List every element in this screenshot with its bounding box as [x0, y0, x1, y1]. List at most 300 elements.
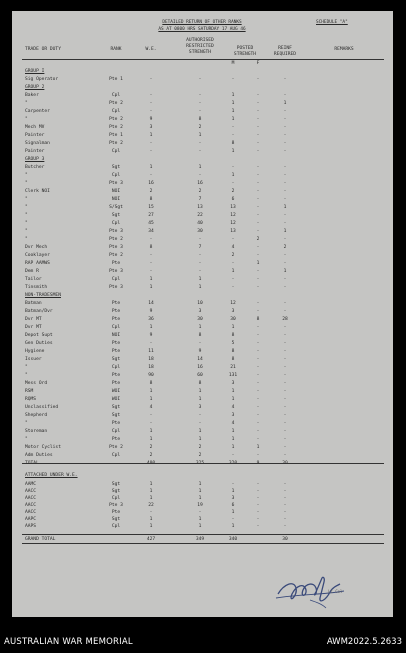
- header-rule: [22, 59, 384, 60]
- posted-m-cell: 1: [231, 325, 235, 330]
- reqd-cell: -: [283, 197, 287, 202]
- grand-total-rule-top: [22, 534, 384, 535]
- posted-f-cell: 8: [256, 317, 260, 322]
- reqd-cell: 1: [283, 101, 287, 106]
- rank-cell: Sgt: [111, 482, 121, 487]
- posted-f-cell: -: [256, 93, 260, 98]
- document-page: [12, 11, 393, 617]
- posted-m-cell: 1: [231, 149, 235, 154]
- posted-f-cell: -: [256, 453, 260, 458]
- posted-f-cell: -: [256, 125, 260, 130]
- rank-cell: NOI: [111, 189, 121, 194]
- we-cell: 90: [148, 373, 154, 378]
- posted-m-cell: -: [231, 125, 235, 130]
- posted-m-cell: 6: [231, 197, 235, 202]
- we-cell: 1: [149, 482, 153, 487]
- posted-m-cell: 1: [231, 397, 235, 402]
- rank-cell: Pte 2: [109, 253, 123, 258]
- auth-cell: -: [198, 269, 202, 274]
- trade-cell: Dem R: [25, 269, 39, 274]
- trade-cell: AAPC: [25, 517, 37, 522]
- trade-cell: Adm Duties: [25, 453, 53, 458]
- reqd-cell: -: [283, 421, 287, 426]
- auth-cell: 1: [198, 437, 202, 442]
- trade-cell: Painter: [25, 149, 45, 154]
- reqd-cell: -: [283, 141, 287, 146]
- header-posted-1: POSTED: [236, 46, 254, 51]
- reqd-cell: -: [283, 301, 287, 306]
- we-cell: 1: [149, 429, 153, 434]
- reqd-cell: 30: [282, 461, 288, 466]
- posted-f-cell: 2: [256, 237, 260, 242]
- posted-f-cell: -: [256, 413, 260, 418]
- auth-cell: -: [198, 237, 202, 242]
- posted-f-cell: -: [256, 141, 260, 146]
- posted-f-cell: -: [256, 517, 260, 522]
- reqd-cell: -: [283, 517, 287, 522]
- reqd-cell: -: [283, 285, 287, 290]
- posted-f-cell: -: [256, 397, 260, 402]
- we-cell: 1: [149, 489, 153, 494]
- auth-cell: 2: [198, 125, 202, 130]
- auth-cell: 22: [197, 213, 203, 218]
- auth-cell: 1: [198, 482, 202, 487]
- posted-f-cell: -: [256, 197, 260, 202]
- trade-cell: Gen Duties: [25, 341, 53, 346]
- auth-cell: 1: [198, 133, 202, 138]
- posted-f-cell: -: [256, 437, 260, 442]
- we-cell: -: [149, 253, 153, 258]
- we-cell: 1: [149, 437, 153, 442]
- grand-total-auth: 349: [195, 537, 205, 542]
- auth-cell: 8: [198, 333, 202, 338]
- reqd-cell: -: [283, 173, 287, 178]
- trade-cell: Tinsmith: [25, 285, 48, 290]
- auth-cell: 14: [197, 357, 203, 362]
- reqd-cell: -: [283, 125, 287, 130]
- posted-f-cell: -: [256, 496, 260, 501]
- posted-m-cell: -: [231, 453, 235, 458]
- reqd-cell: -: [283, 503, 287, 508]
- reqd-cell: -: [283, 453, 287, 458]
- reqd-cell: -: [283, 413, 287, 418]
- section-heading: GROUP 2: [25, 85, 45, 90]
- auth-cell: 1: [198, 397, 202, 402]
- rank-cell: Sgt: [111, 489, 121, 494]
- header-trade: TRADE OR DUTY: [25, 47, 61, 52]
- rank-cell: Pte: [111, 261, 121, 266]
- posted-f-cell: -: [256, 117, 260, 122]
- posted-m-cell: -: [231, 482, 235, 487]
- posted-m-cell: 13: [230, 205, 236, 210]
- rank-cell: Cpl: [111, 524, 121, 529]
- trade-cell: Mech MV: [25, 125, 45, 130]
- trade-cell: ": [25, 229, 28, 234]
- reqd-cell: -: [283, 77, 287, 82]
- we-cell: -: [149, 101, 153, 106]
- reqd-cell: -: [283, 237, 287, 242]
- posted-f-cell: -: [256, 405, 260, 410]
- posted-f-cell: -: [256, 309, 260, 314]
- rank-cell: NOI: [111, 197, 121, 202]
- rank-cell: Pte 2: [109, 237, 123, 242]
- we-cell: -: [149, 269, 153, 274]
- trade-cell: Unclassified: [25, 405, 59, 410]
- trade-cell: Depot Supt: [25, 333, 53, 338]
- posted-f-cell: -: [256, 213, 260, 218]
- auth-cell: -: [198, 77, 202, 82]
- trade-cell: Shepherd: [25, 413, 48, 418]
- auth-cell: -: [198, 510, 202, 515]
- auth-cell: 1: [198, 285, 202, 290]
- we-cell: -: [149, 109, 153, 114]
- posted-m-cell: 12: [230, 221, 236, 226]
- rank-cell: Cpl: [111, 325, 121, 330]
- posted-f-cell: -: [256, 109, 260, 114]
- auth-cell: 2: [198, 453, 202, 458]
- posted-f-cell: -: [256, 253, 260, 258]
- posted-m-cell: 3: [231, 309, 235, 314]
- header-posted-m: M: [231, 61, 235, 66]
- section-heading: NON-TRADESMEN: [25, 293, 61, 298]
- rank-cell: Sgt: [111, 517, 121, 522]
- reqd-cell: 28: [282, 317, 288, 322]
- rank-cell: Cpl: [111, 93, 121, 98]
- posted-m-cell: -: [231, 77, 235, 82]
- posted-f-cell: -: [256, 301, 260, 306]
- trade-cell: RQMS: [25, 397, 37, 402]
- reqd-cell: -: [283, 133, 287, 138]
- rank-cell: Pte: [111, 349, 121, 354]
- auth-cell: 30: [197, 317, 203, 322]
- auth-cell: 1: [198, 524, 202, 529]
- we-cell: 1: [149, 397, 153, 402]
- reqd-cell: -: [283, 405, 287, 410]
- posted-m-cell: -: [231, 165, 235, 170]
- header-rank: RANK: [110, 47, 122, 52]
- reqd-cell: -: [283, 445, 287, 450]
- auth-cell: -: [198, 101, 202, 106]
- we-cell: -: [149, 510, 153, 515]
- auth-cell: 10: [197, 301, 203, 306]
- we-cell: 9: [149, 333, 153, 338]
- we-cell: 14: [148, 301, 154, 306]
- rank-cell: Cpl: [111, 173, 121, 178]
- posted-f-cell: -: [256, 325, 260, 330]
- trade-cell: Clerk NOI: [25, 189, 50, 194]
- trade-cell: ": [25, 181, 28, 186]
- reqd-cell: 1: [283, 205, 287, 210]
- auth-cell: 1: [198, 496, 202, 501]
- trade-cell: Dvr MT: [25, 317, 42, 322]
- auth-cell: -: [198, 93, 202, 98]
- trade-cell: Tailor: [25, 277, 42, 282]
- reqd-cell: 1: [283, 269, 287, 274]
- auth-cell: -: [198, 421, 202, 426]
- posted-f-cell: -: [256, 165, 260, 170]
- trade-cell: Storeman: [25, 429, 48, 434]
- trade-cell: ": [25, 237, 28, 242]
- date-line: AS AT 0800 HRS SATURDAY 17 AUG 46: [158, 27, 246, 32]
- trade-cell: ": [25, 373, 28, 378]
- total-label: TOTAL: [25, 461, 39, 466]
- we-cell: 1: [149, 133, 153, 138]
- trade-cell: Mess Ord: [25, 381, 48, 386]
- we-cell: 1: [149, 277, 153, 282]
- reqd-cell: -: [283, 496, 287, 501]
- section-heading: GROUP I: [25, 69, 45, 74]
- auth-cell: 3: [198, 309, 202, 314]
- posted-m-cell: 21: [230, 365, 236, 370]
- we-cell: 3: [149, 125, 153, 130]
- reqd-cell: -: [283, 213, 287, 218]
- posted-m-cell: 1: [231, 389, 235, 394]
- signature-caption: Lt Col: [328, 589, 343, 594]
- posted-f-cell: -: [256, 349, 260, 354]
- posted-m-cell: 3: [231, 381, 235, 386]
- we-cell: -: [149, 341, 153, 346]
- trade-cell: Dvr MT: [25, 325, 42, 330]
- auth-cell: 1: [198, 489, 202, 494]
- posted-m-cell: -: [231, 181, 235, 186]
- we-cell: 16: [148, 181, 154, 186]
- posted-f-cell: -: [256, 181, 260, 186]
- posted-f-cell: -: [256, 489, 260, 494]
- reqd-cell: -: [283, 277, 287, 282]
- reqd-cell: -: [283, 149, 287, 154]
- rank-cell: Pte: [111, 510, 121, 515]
- trade-cell: Batman: [25, 301, 42, 306]
- header-we: W.E.: [145, 47, 157, 52]
- trade-cell: AACC: [25, 510, 37, 515]
- posted-f-cell: -: [256, 269, 260, 274]
- we-cell: 22: [148, 503, 154, 508]
- posted-m-cell: 4: [231, 405, 235, 410]
- rank-cell: Cpl: [111, 221, 121, 226]
- trade-cell: ": [25, 437, 28, 442]
- trade-cell: AACC: [25, 503, 37, 508]
- rank-cell: Pte 3: [109, 181, 123, 186]
- trade-cell: AAMC: [25, 482, 37, 487]
- rank-cell: Sgt: [111, 165, 121, 170]
- rank-cell: Sgt: [111, 213, 121, 218]
- posted-m-cell: 5: [231, 341, 235, 346]
- trade-cell: ": [25, 173, 28, 178]
- trade-cell: ": [25, 197, 28, 202]
- grand-total-label: GRAND TOTAL: [25, 537, 56, 542]
- reqd-cell: -: [283, 181, 287, 186]
- posted-m-cell: 3: [231, 496, 235, 501]
- trade-cell: ": [25, 221, 28, 226]
- trade-cell: ": [25, 421, 28, 426]
- trade-cell: ": [25, 117, 28, 122]
- trade-cell: Motor Cyclist: [25, 445, 61, 450]
- we-cell: 18: [148, 357, 154, 362]
- footer-credit: AUSTRALIAN WAR MEMORIAL: [4, 637, 133, 647]
- we-cell: 9: [149, 309, 153, 314]
- reqd-cell: -: [283, 524, 287, 529]
- auth-cell: 7: [198, 197, 202, 202]
- reqd-cell: -: [283, 261, 287, 266]
- header-reqd-1: REINF: [278, 46, 292, 51]
- auth-cell: 1: [198, 165, 202, 170]
- rank-cell: Sgt: [111, 413, 121, 418]
- posted-m-cell: 8: [231, 349, 235, 354]
- grand-total-rule-bottom: [22, 543, 384, 544]
- auth-cell: -: [198, 261, 202, 266]
- rank-cell: Pte: [111, 373, 121, 378]
- we-cell: -: [149, 93, 153, 98]
- posted-f-cell: -: [256, 221, 260, 226]
- auth-cell: 1: [198, 389, 202, 394]
- posted-m-cell: 1: [231, 93, 235, 98]
- reqd-cell: -: [283, 357, 287, 362]
- posted-m-cell: 4: [231, 245, 235, 250]
- rank-cell: Cpl: [111, 277, 121, 282]
- posted-f-cell: -: [256, 510, 260, 515]
- auth-cell: 7: [198, 245, 202, 250]
- grand-total-we: 427: [146, 537, 156, 542]
- posted-f-cell: -: [256, 277, 260, 282]
- trade-cell: RAP AAMWS: [25, 261, 50, 266]
- reqd-cell: -: [283, 429, 287, 434]
- posted-m-cell: 12: [230, 213, 236, 218]
- posted-f-cell: -: [256, 229, 260, 234]
- auth-cell: 8: [198, 381, 202, 386]
- rank-cell: Cpl: [111, 365, 121, 370]
- we-cell: 27: [148, 213, 154, 218]
- rank-cell: Cpl: [111, 453, 121, 458]
- header-auth-2: RESTRICTED: [186, 44, 214, 49]
- header-remarks: REMARKS: [334, 47, 354, 52]
- posted-f-cell: -: [256, 149, 260, 154]
- posted-f-cell: -: [256, 333, 260, 338]
- posted-m-cell: 30: [230, 317, 236, 322]
- reqd-cell: -: [283, 221, 287, 226]
- posted-m-cell: 1: [231, 117, 235, 122]
- posted-m-cell: 6: [231, 503, 235, 508]
- we-cell: -: [149, 413, 153, 418]
- we-cell: 1: [149, 165, 153, 170]
- posted-f-cell: -: [256, 373, 260, 378]
- auth-cell: 30: [197, 229, 203, 234]
- posted-f-cell: -: [256, 173, 260, 178]
- rank-cell: Cpl: [111, 496, 121, 501]
- auth-cell: 16: [197, 181, 203, 186]
- we-cell: -: [149, 237, 153, 242]
- posted-f-cell: -: [256, 77, 260, 82]
- auth-cell: 40: [197, 221, 203, 226]
- we-cell: 11: [148, 349, 154, 354]
- posted-m-cell: 1: [231, 437, 235, 442]
- posted-m-cell: 1: [231, 524, 235, 529]
- auth-cell: 13: [197, 205, 203, 210]
- document-title: DETAILED RETURN OF OTHER RANKS: [162, 20, 242, 25]
- auth-cell: 325: [195, 461, 205, 466]
- reqd-cell: -: [283, 365, 287, 370]
- posted-m-cell: 1: [231, 109, 235, 114]
- trade-cell: Hygiene: [25, 349, 45, 354]
- we-cell: 8: [149, 245, 153, 250]
- header-posted-f: F: [256, 61, 260, 66]
- reqd-cell: -: [283, 482, 287, 487]
- posted-m-cell: 1: [231, 445, 235, 450]
- auth-cell: -: [198, 109, 202, 114]
- reqd-cell: -: [283, 309, 287, 314]
- we-cell: 400: [146, 461, 156, 466]
- auth-cell: 16: [197, 365, 203, 370]
- reqd-cell: -: [283, 381, 287, 386]
- rank-cell: Pte: [111, 381, 121, 386]
- posted-m-cell: -: [231, 133, 235, 138]
- posted-m-cell: 2: [231, 253, 235, 258]
- auth-cell: -: [198, 141, 202, 146]
- reqd-cell: -: [283, 333, 287, 338]
- auth-cell: 1: [198, 429, 202, 434]
- rank-cell: Pte 2: [109, 117, 123, 122]
- auth-cell: 2: [198, 189, 202, 194]
- reqd-cell: -: [283, 510, 287, 515]
- posted-m-cell: -: [231, 261, 235, 266]
- grand-total-reqd: 30: [282, 537, 288, 542]
- reqd-cell: -: [283, 189, 287, 194]
- posted-f-cell: 1: [256, 445, 260, 450]
- reqd-cell: -: [283, 373, 287, 378]
- we-cell: 36: [148, 317, 154, 322]
- rank-cell: Pte 1: [109, 133, 123, 138]
- reqd-cell: 2: [283, 245, 287, 250]
- we-cell: -: [149, 141, 153, 146]
- posted-m-cell: 1: [231, 510, 235, 515]
- reqd-cell: -: [283, 341, 287, 346]
- auth-cell: -: [198, 149, 202, 154]
- posted-m-cell: 13: [230, 229, 236, 234]
- reqd-cell: -: [283, 325, 287, 330]
- trade-cell: ": [25, 365, 28, 370]
- auth-cell: 8: [198, 117, 202, 122]
- we-cell: 45: [148, 221, 154, 226]
- trade-cell: ": [25, 213, 28, 218]
- rank-cell: Pte: [111, 421, 121, 426]
- schedule-label: SCHEDULE "A": [316, 20, 348, 25]
- posted-m-cell: 4: [231, 421, 235, 426]
- posted-m-cell: -: [231, 285, 235, 290]
- rank-cell: Pte: [111, 341, 121, 346]
- rank-cell: Pte: [111, 317, 121, 322]
- posted-f-cell: -: [256, 389, 260, 394]
- rank-cell: Pte 3: [109, 503, 123, 508]
- posted-f-cell: -: [256, 381, 260, 386]
- we-cell: 2: [149, 445, 153, 450]
- trade-cell: AACC: [25, 496, 37, 501]
- trade-cell: ": [25, 101, 28, 106]
- rank-cell: Cpl: [111, 149, 121, 154]
- we-cell: 1: [149, 389, 153, 394]
- reqd-cell: -: [283, 397, 287, 402]
- rank-cell: Pte 3: [109, 285, 123, 290]
- we-cell: 1: [149, 524, 153, 529]
- we-cell: -: [149, 421, 153, 426]
- rank-cell: WOI: [111, 389, 121, 394]
- posted-m-cell: -: [231, 237, 235, 242]
- trade-cell: Painter: [25, 133, 45, 138]
- posted-f-cell: -: [256, 357, 260, 362]
- auth-cell: 3: [198, 405, 202, 410]
- posted-f-cell: -: [256, 421, 260, 426]
- footer-reference: AWM2022.5.2633: [326, 637, 402, 647]
- posted-f-cell: -: [256, 205, 260, 210]
- trade-cell: AACC: [25, 489, 37, 494]
